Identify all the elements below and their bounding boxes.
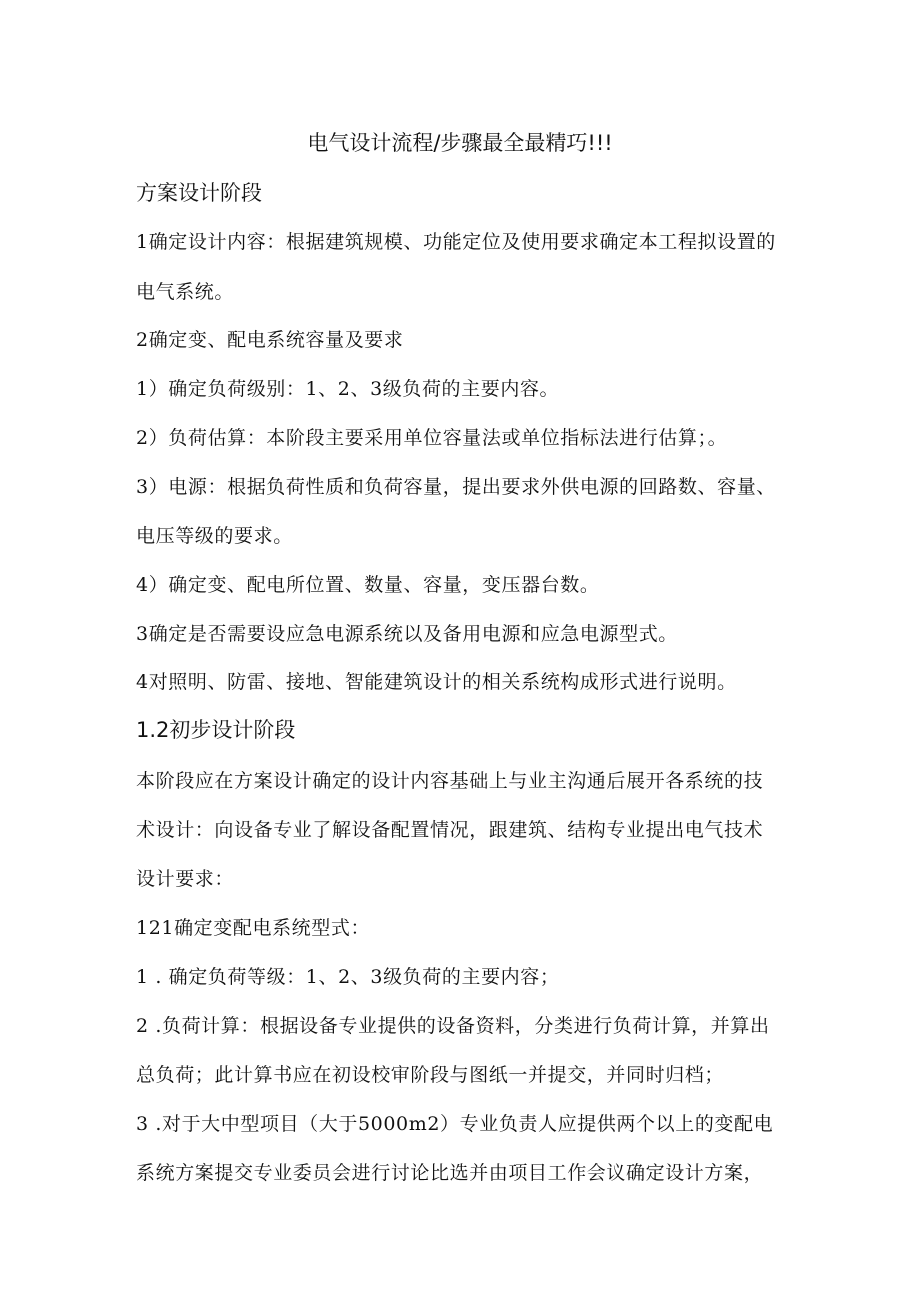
section-heading-preliminary-design: 1.2初步设计阶段 <box>136 718 296 742</box>
paragraph-line: 121确定变配电系统型式： <box>136 917 371 939</box>
paragraph-line: 术设计：向设备专业了解设备配置情况，跟建筑、结构专业提出电气技术 <box>136 819 764 841</box>
section-heading-scheme-design: 方案设计阶段 <box>136 181 262 205</box>
paragraph-line: 本阶段应在方案设计确定的设计内容基础上与业主沟通后展开各系统的技 <box>136 770 764 792</box>
list-item-continuation: 总负荷；此计算书应在初设校审阶段与图纸一并提交，并同时归档； <box>136 1064 725 1086</box>
list-item: 4）确定变、配电所位置、数量、容量，变压器台数。 <box>136 574 600 596</box>
paragraph-line: 设计要求： <box>136 868 235 890</box>
list-item-continuation: 电压等级的要求。 <box>136 525 293 547</box>
list-item: 3 .对于大中型项目（大于5000m2）专业负责人应提供两个以上的变配电 <box>136 1113 774 1135</box>
list-item: 1）确定负荷级别：1、2、3级负荷的主要内容。 <box>136 378 560 400</box>
list-item: 2）负荷估算：本阶段主要采用单位容量法或单位指标法进行估算；。 <box>136 427 728 449</box>
document-title: 电气设计流程/步骤最全最精巧!!! <box>307 131 613 155</box>
paragraph-line: 4对照明、防雷、接地、智能建筑设计的相关系统构成形式进行说明。 <box>136 671 737 693</box>
list-item: 3）电源：根据负荷性质和负荷容量，提出要求外供电源的回路数、容量、 <box>136 476 776 498</box>
paragraph-line: 电气系统。 <box>136 281 235 303</box>
list-item: 2 .负荷计算：根据设备专业提供的设备资料，分类进行负荷计算，并算出 <box>136 1015 770 1037</box>
list-item: 1 . 确定负荷等级：1、2、3级负荷的主要内容； <box>136 966 560 988</box>
paragraph-line: 3确定是否需要设应急电源系统以及备用电源和应急电源型式。 <box>136 623 678 645</box>
paragraph-line: 2确定变、配电系统容量及要求 <box>136 329 404 351</box>
paragraph-line: 1确定设计内容：根据建筑规模、功能定位及使用要求确定本工程拟设置的 <box>136 231 776 253</box>
list-item-continuation: 系统方案提交专业委员会进行讨论比选并由项目工作会议确定设计方案， <box>136 1162 764 1184</box>
